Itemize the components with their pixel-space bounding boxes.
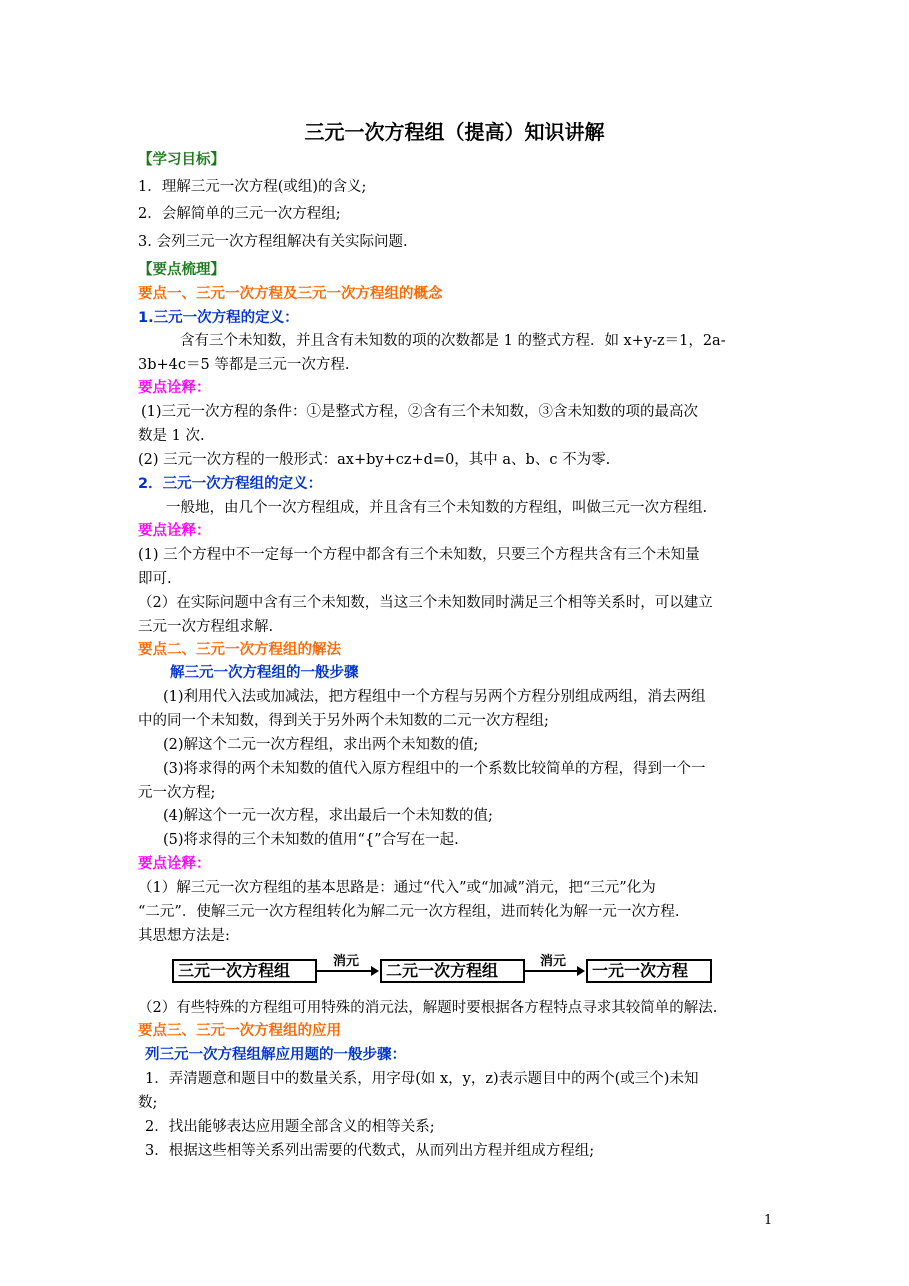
step-3-line-2: 元一次方程; bbox=[138, 785, 216, 801]
objective-item-2: 2．会解简单的三元一次方程组; bbox=[138, 206, 341, 222]
flow-box-two-variable: 二元一次方程组 bbox=[380, 959, 525, 983]
step-1-line-1: (1)利用代入法或加减法，把方程组中一个方程与另两个方程分别组成两组，消去两组 bbox=[163, 689, 706, 705]
application-step-2: 2．找出能够表达应用题全部含义的相等关系; bbox=[145, 1119, 435, 1135]
flow-arrow-2-label: 消元 bbox=[540, 954, 567, 969]
flow-arrow-1 bbox=[317, 970, 377, 972]
definition-1-title: 1.三元一次方程的定义： bbox=[138, 310, 299, 326]
page-number: 1 bbox=[764, 1213, 773, 1228]
application-step-3: 3．根据这些相等关系列出需要的代数式，从而列出方程并组成方程组; bbox=[145, 1143, 595, 1159]
definition-1-line-2: 3b+4c＝5 等都是三元一次方程. bbox=[138, 357, 350, 373]
note-2-line-3: （2）在实际问题中含有三个未知数，当这三个未知数同时满足三个相等关系时，可以建立 bbox=[138, 595, 713, 611]
note-1-line-3: (2) 三元一次方程的一般形式：ax+by+cz+d=0，其中 a、b、c 不为零. bbox=[138, 452, 611, 468]
note-3-line-1: （1）解三元一次方程组的基本思路是：通过“代入”或“加减”消元，把“三元”化为 bbox=[138, 880, 656, 896]
elimination-flow-diagram bbox=[172, 950, 717, 990]
section-2-heading: 要点二、三元一次方程组的解法 bbox=[138, 642, 341, 658]
definition-2-title: 2．三元一次方程组的定义： bbox=[138, 476, 323, 492]
section-3-heading: 要点三、三元一次方程组的应用 bbox=[138, 1023, 341, 1039]
application-step-1-line-2: 数; bbox=[138, 1095, 158, 1111]
step-1-line-2: 中的同一个未知数，得到关于另外两个未知数的二元一次方程组; bbox=[138, 713, 549, 729]
note-3-title: 要点诠释： bbox=[138, 856, 211, 872]
page-title: 三元一次方程组（提高）知识讲解 bbox=[304, 120, 605, 144]
note-3-line-3: 其思想方法是: bbox=[138, 928, 230, 944]
flow-box-three-variable: 三元一次方程组 bbox=[172, 959, 317, 983]
definition-2-line-1: 一般地，由几个一次方程组成，并且含有三个未知数的方程组，叫做三元一次方程组. bbox=[166, 500, 708, 516]
flow-arrow-1-label: 消元 bbox=[333, 954, 360, 969]
note-2-line-2: 即可. bbox=[138, 571, 172, 587]
application-step-1-line-1: 1．弄清题意和题目中的数量关系，用字母(如 x，y，z)表示题目中的两个(或三个)未知 bbox=[145, 1071, 699, 1087]
objectives-heading: 【学习目标】 bbox=[138, 152, 225, 168]
note-1-line-2: 数是 1 次. bbox=[138, 428, 205, 444]
step-5: (5)将求得的三个未知数的值用“{”合写在一起. bbox=[163, 832, 459, 848]
definition-1-line-1: 含有三个未知数，并且含有未知数的项的次数都是 1 的整式方程．如 x+y-z＝1，2a- bbox=[180, 333, 726, 349]
note-3-line-4: （2）有些特殊的方程组可用特殊的消元法，解题时要根据各方程特点寻求其较简单的解法. bbox=[138, 1000, 718, 1016]
flow-box-one-variable: 一元一次方程 bbox=[586, 959, 712, 983]
step-4: (4)解这个一元一次方程，求出最后一个未知数的值; bbox=[163, 808, 493, 824]
note-1-line-1: (1)三元一次方程的条件：①是整式方程，②含有三个未知数，③含未知数的项的最高次 bbox=[141, 404, 699, 420]
note-1-title: 要点诠释： bbox=[138, 380, 211, 396]
objective-item-1: 1．理解三元一次方程(或组)的含义; bbox=[138, 179, 367, 195]
outline-heading: 【要点梳理】 bbox=[138, 262, 225, 278]
step-3-line-1: (3)将求得的两个未知数的值代入原方程组中的一个系数比较简单的方程，得到一个一 bbox=[163, 761, 706, 777]
note-2-line-4: 三元一次方程组求解. bbox=[138, 619, 274, 635]
objective-item-3: 3. 会列三元一次方程组解决有关实际问题. bbox=[138, 234, 408, 250]
section-2-subheading: 解三元一次方程组的一般步骤 bbox=[170, 665, 359, 681]
note-3-line-2: “二元”．使解三元一次方程组转化为解二元一次方程组，进而转化为解一元一次方程. bbox=[138, 904, 680, 920]
flow-arrow-2 bbox=[525, 970, 583, 972]
note-2-title: 要点诠释： bbox=[138, 523, 211, 539]
section-1-heading: 要点一、三元一次方程及三元一次方程组的概念 bbox=[138, 286, 443, 302]
step-2: (2)解这个二元一次方程组，求出两个未知数的值; bbox=[163, 737, 479, 753]
note-2-line-1: (1) 三个方程中不一定每一个方程中都含有三个未知数，只要三个方程共含有三个未知量 bbox=[138, 547, 700, 563]
section-3-subheading: 列三元一次方程组解应用题的一般步骤： bbox=[145, 1047, 406, 1063]
